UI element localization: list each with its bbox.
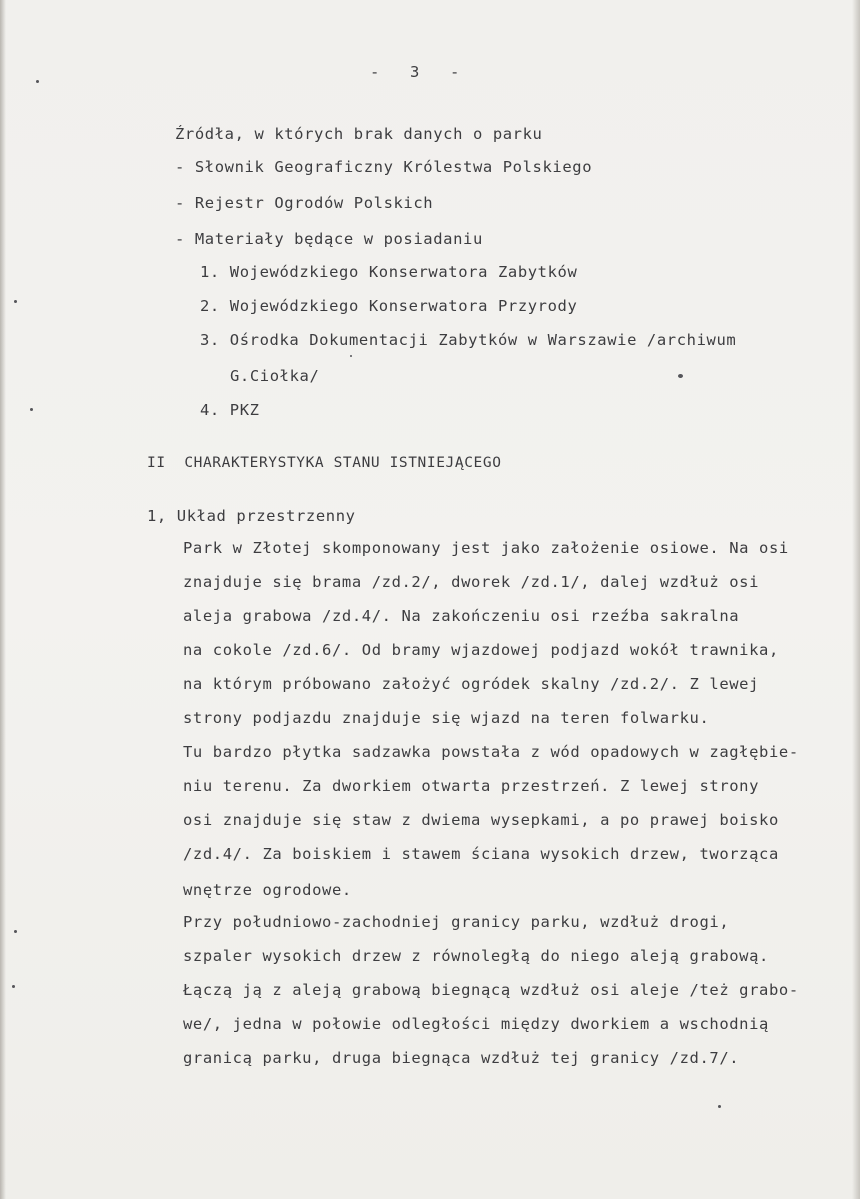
- body-line: niu terenu. Za dworkiem otwarta przestrzeń. Z lewej strony: [183, 777, 760, 795]
- scan-speck: [14, 300, 17, 303]
- body-line: szpaler wysokich drzew z równoległą do niego aleją grabową.: [183, 947, 769, 965]
- sources-heading: Źródła, w których brak danych o parku: [175, 125, 543, 143]
- source-subitem: 4. PKZ: [200, 401, 260, 419]
- body-line: Park w Złotej skomponowany jest jako założenie osiowe. Na osi: [183, 539, 789, 557]
- body-line: Przy południowo-zachodniej granicy parku, wzdłuż drogi,: [183, 913, 730, 931]
- source-subitem: 3. Ośrodka Dokumentacji Zabytków w Warszawie /archiwum: [200, 331, 737, 349]
- section-subheading: 1, Układ przestrzenny: [147, 507, 356, 525]
- page-number: - 3 -: [370, 63, 464, 81]
- body-line: strony podjazdu znajduje się wjazd na teren folwarku.: [183, 709, 710, 727]
- body-line: /zd.4/. Za boiskiem i stawem ściana wysokich drzew, tworząca: [183, 845, 779, 863]
- scan-speck: [678, 374, 683, 378]
- body-line: znajduje się brama /zd.2/, dworek /zd.1/, dalej wzdłuż osi: [183, 573, 760, 591]
- body-line: Tu bardzo płytka sadzawka powstała z wód opadowych w zagłębie-: [183, 743, 799, 761]
- body-line: granicą parku, druga biegnąca wzdłuż tej granicy /zd.7/.: [183, 1049, 740, 1067]
- body-line: we/, jedna w połowie odległości między dworkiem a wschodnią: [183, 1015, 769, 1033]
- scan-speck: [718, 1105, 721, 1108]
- body-line: wnętrze ogrodowe.: [183, 881, 352, 899]
- source-subitem: 1. Wojewódzkiego Konserwatora Zabytków: [200, 263, 578, 281]
- source-subitem: 2. Wojewódzkiego Konserwatora Przyrody: [200, 297, 578, 315]
- page-left-edge: [0, 0, 6, 1199]
- scan-speck: [36, 80, 39, 83]
- body-line: osi znajduje się staw z dwiema wysepkami, a po prawej boisko: [183, 811, 779, 829]
- body-line: aleja grabowa /zd.4/. Na zakończeniu osi rzeźba sakralna: [183, 607, 740, 625]
- source-item: - Rejestr Ogrodów Polskich: [175, 194, 434, 212]
- body-line: na którym próbowano założyć ogródek skalny /zd.2/. Z lewej: [183, 675, 760, 693]
- scan-speck: [12, 985, 15, 988]
- section-heading: II CHARAKTERYSTYKA STANU ISTNIEJĄCEGO: [147, 455, 502, 471]
- body-line: na cokole /zd.6/. Od bramy wjazdowej podjazd wokół trawnika,: [183, 641, 779, 659]
- source-subitem: G.Ciołka/: [230, 367, 320, 385]
- source-item: - Materiały będące w posiadaniu: [175, 230, 483, 248]
- body-line: Łączą ją z aleją grabową biegnącą wzdłuż osi aleje /też grabo-: [183, 981, 799, 999]
- page-right-edge: [852, 0, 860, 1199]
- scan-speck: [30, 408, 33, 411]
- scan-speck: [350, 355, 352, 357]
- scan-speck: [14, 930, 17, 933]
- source-item: - Słownik Geograficzny Królestwa Polskiego: [175, 158, 593, 176]
